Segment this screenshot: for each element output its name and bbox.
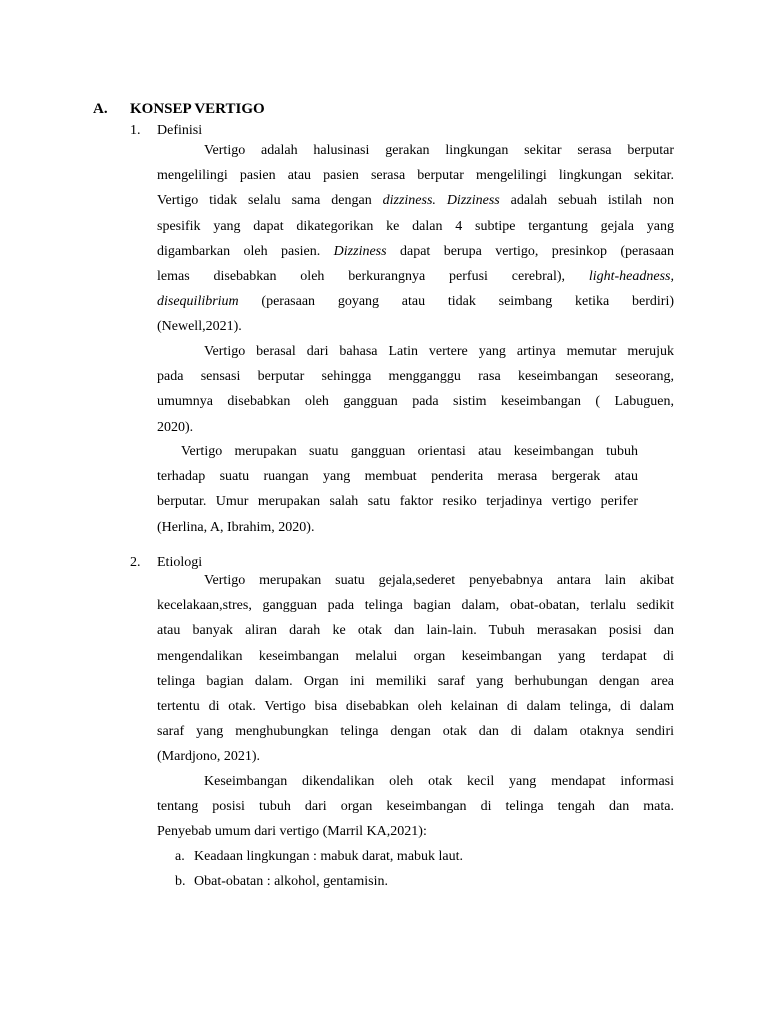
text-line: Vertigo berasal dari bahasa Latin vertere yang artinya memutar merujuk xyxy=(204,344,674,359)
text-line: (Newell,2021). xyxy=(157,319,242,335)
section-letter: A. xyxy=(93,101,108,117)
text-segment: adalah sebuah istilah non xyxy=(499,193,674,209)
text-line: telinga bagian dalam. Organ ini memiliki saraf yang berhubungan dengan area xyxy=(157,673,674,689)
subsection-number-1: 1. xyxy=(130,123,141,138)
text-line: Vertigo adalah halusinasi gerakan lingkungan sekitar serasa berputar xyxy=(204,143,674,158)
text-segment: dapat berupa vertigo, presinkop (perasaan xyxy=(386,243,675,259)
text-line: (Herlina, A, Ibrahim, 2020). xyxy=(157,519,315,535)
etiologi-paragraph-1 xyxy=(157,568,674,770)
text-line: mengelilingi pasien atau pasien serasa berputar mengelilingi lingkungan sekitar. xyxy=(157,168,674,184)
text-line: Penyebab umum dari vertigo (Marril KA,2021): xyxy=(157,824,427,840)
text-line xyxy=(157,188,674,213)
text-line: tertentu di otak. Vertigo bisa disebabkan oleh kelainan di dalam telinga, di dalam xyxy=(157,699,674,715)
text-line: mengendalikan keseimbangan melalui organ keseimbangan yang terdapat di xyxy=(157,648,674,664)
list-item-marker: a. xyxy=(175,849,185,864)
list-item: Obat-obatan : alkohol, gentamisin. xyxy=(194,874,389,889)
text-line: pada sensasi berputar sehingga mengganggu rasa keseimbangan seseorang, xyxy=(157,369,674,385)
definisi-paragraph-1 xyxy=(157,138,674,340)
text-line: (Mardjono, 2021). xyxy=(157,749,261,765)
text-segment: lemas disebabkan oleh berkurangnya perfusi cerebral), xyxy=(157,269,589,285)
text-line xyxy=(157,264,674,289)
subsection-number-2: 2. xyxy=(130,555,141,570)
text-line: spesifik yang dapat dikategorikan ke dalan 4 subtipe tergantung gejala yang xyxy=(157,218,674,234)
italic-term: disequilibrium xyxy=(157,294,239,310)
italic-term: light-headness, xyxy=(588,269,674,285)
text-line: atau banyak aliran darah ke otak dan lain-lain. Tubuh merasakan posisi dan xyxy=(157,623,674,639)
text-line: 2020). xyxy=(157,419,194,435)
etiologi-paragraph-2 xyxy=(157,769,674,845)
text-line: umumnya disebabkan oleh gangguan pada sistim keseimbangan ( Labuguen, xyxy=(157,394,674,410)
text-line: saraf yang menghubungkan telinga dengan otak dan di dalam otaknya sendiri xyxy=(157,724,674,740)
text-segment: digambarkan oleh pasien. xyxy=(157,243,334,259)
list-item-marker: b. xyxy=(175,874,186,889)
section-title: KONSEP VERTIGO xyxy=(130,101,265,117)
text-segment: (perasaan goyang atau tidak seimbang ketika berdiri) xyxy=(238,294,674,310)
definisi-paragraph-2 xyxy=(157,339,674,440)
text-segment: Vertigo tidak selalu sama dengan xyxy=(157,193,383,209)
text-line: Vertigo merupakan suatu gangguan orientasi atau keseimbangan tubuh xyxy=(181,444,638,459)
italic-term: Dizziness xyxy=(333,243,387,259)
text-line: kecelakaan,stres, gangguan pada telinga bagian dalam, obat-obatan, terlalu sedikit xyxy=(157,598,674,614)
subsection-title-etiologi: Etiologi xyxy=(157,555,203,570)
text-line: tentang posisi tubuh dari organ keseimbangan di telinga tengah dan mata. xyxy=(157,799,674,815)
italic-term: dizziness. Dizziness xyxy=(382,193,500,209)
subsection-title-definisi: Definisi xyxy=(157,123,203,138)
text-line: terhadap suatu ruangan yang membuat penderita merasa bergerak atau xyxy=(157,469,638,485)
text-line: Keseimbangan dikendalikan oleh otak kecil yang mendapat informasi xyxy=(204,774,674,789)
text-line: berputar. Umur merupakan salah satu faktor resiko terjadinya vertigo perifer xyxy=(157,494,638,510)
text-line xyxy=(157,289,674,314)
definisi-paragraph-3 xyxy=(157,439,638,540)
text-line: Vertigo merupakan suatu gejala,sederet penyebabnya antara lain akibat xyxy=(204,573,674,588)
text-line xyxy=(157,239,674,264)
list-item: Keadaan lingkungan : mabuk darat, mabuk laut. xyxy=(194,849,464,864)
